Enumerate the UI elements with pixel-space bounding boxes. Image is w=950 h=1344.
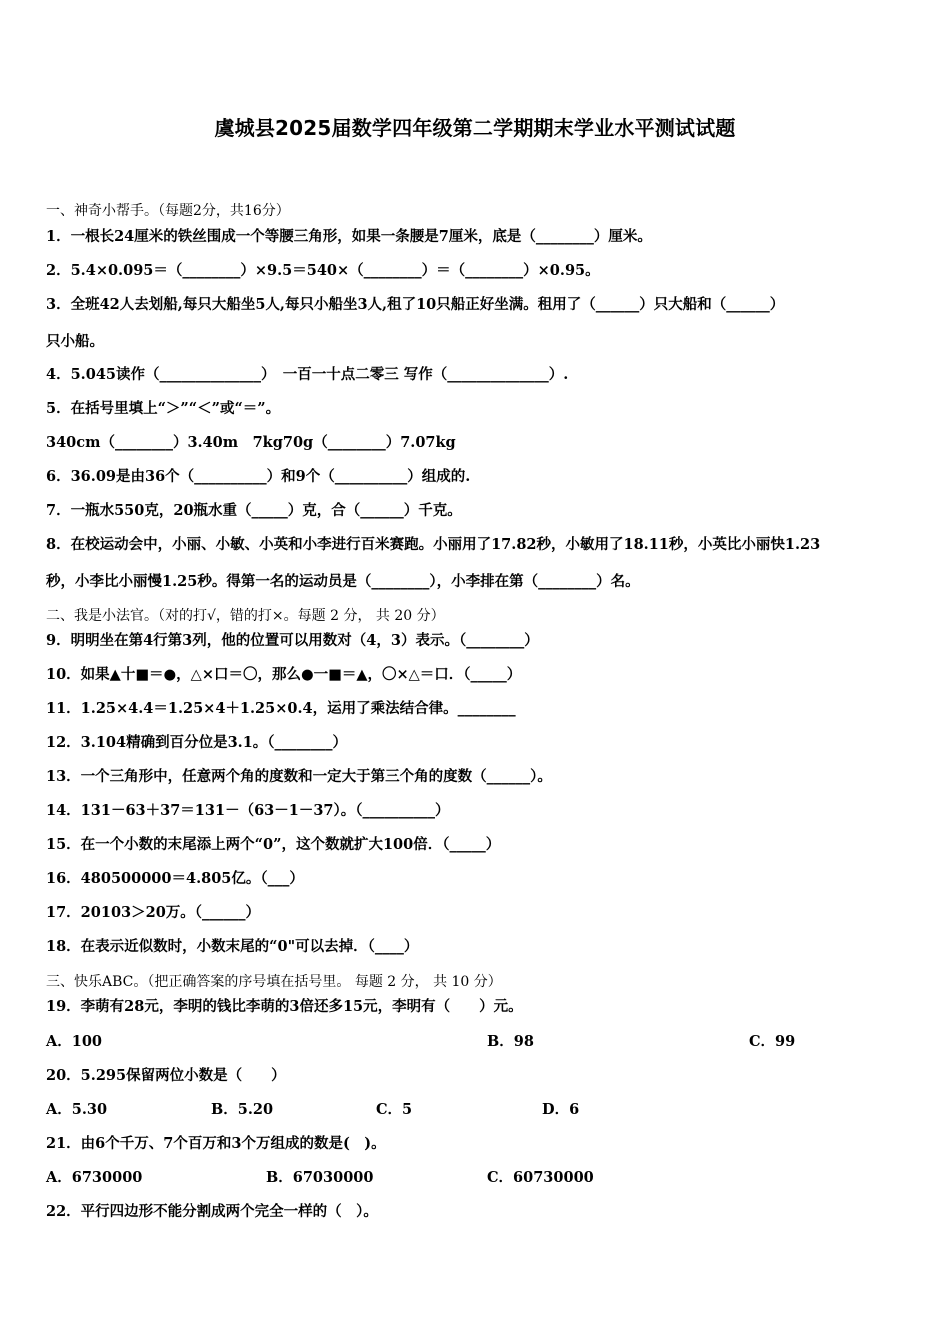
option-c: C．60730000	[487, 1169, 594, 1186]
option-c: C．5	[376, 1101, 413, 1118]
question-3-continued: 只小船。	[46, 333, 104, 350]
option-d: D．6	[542, 1101, 580, 1118]
question-7: 7．一瓶水550克，20瓶水重（_____）克，合（______）千克。	[46, 502, 462, 519]
option-a: A．6730000	[46, 1169, 143, 1186]
question-22: 22．平行四边形不能分割成两个完全一样的（ ）。	[46, 1203, 378, 1220]
question-13: 13．一个三角形中，任意两个角的度数和一定大于第三个角的度数（______）。	[46, 768, 552, 785]
question-14: 14．131－63＋37＝131－（63－1－37）。（__________）	[46, 802, 450, 819]
option-b: B．67030000	[266, 1169, 374, 1186]
question-20-options	[0, 1100, 950, 1120]
question-9: 9．明明坐在第4行第3列，他的位置可以用数对（4，3）表示。（________）	[46, 632, 539, 649]
question-2: 2．5.4×0.095＝（________）×9.5＝540×（________）＝（________）×0.95。	[46, 262, 600, 279]
question-4: 4．5.045读作（______________） 一百一十点二零三 写作（______________）.	[46, 366, 569, 383]
question-8: 8．在校运动会中，小丽、小敏、小英和小李进行百米赛跑。小丽用了17.82秒，小敏用了18.11秒，小英比小丽快1.23	[46, 536, 821, 553]
question-11: 11．1.25×4.4＝1.25×4＋1.25×0.4，运用了乘法结合律。________	[46, 700, 516, 717]
question-20: 20．5.295保留两位小数是（ ）	[46, 1067, 286, 1084]
question-18: 18．在表示近似数时，小数末尾的“0"可以去掉．（____）	[46, 938, 419, 955]
question-5: 5．在括号里填上“＞”“＜”或“＝”。	[46, 400, 281, 417]
option-c: C．99	[749, 1033, 796, 1050]
option-a: A．5.30	[46, 1101, 108, 1118]
question-3: 3．全班42人去划船,每只大船坐5人,每只小船坐3人,租了10只船正好坐满。租用了（______）只大船和（______）	[46, 296, 785, 313]
question-17: 17．20103＞20万。（______）	[46, 904, 261, 921]
option-b: B．5.20	[211, 1101, 274, 1118]
section-heading-2: 二、我是小法官。（对的打√，错的打×。每题 2 分， 共 20 分）	[46, 608, 445, 624]
question-19: 19．李萌有28元，李明的钱比李萌的3倍还多15元，李明有（ ）元。	[46, 998, 523, 1015]
question-16: 16．480500000＝4.805亿。（___）	[46, 870, 304, 887]
question-10: 10．如果▲十■＝●，△×口＝〇，那么●一■＝▲，〇×△＝口．（_____）	[46, 666, 522, 683]
question-21: 21．由6个千万、7个百万和3个万组成的数是( )。	[46, 1135, 386, 1152]
question-5-items: 340cm（________）3.40m 7kg70g（________）7.07kg	[46, 434, 456, 451]
question-1: 1．一根长24厘米的铁丝围成一个等腰三角形，如果一条腰是7厘米，底是（________）厘米。	[46, 228, 652, 245]
question-21-options	[0, 1168, 950, 1188]
question-12: 12．3.104精确到百分位是3.1。（________）	[46, 734, 348, 751]
question-15: 15．在一个小数的末尾添上两个“0”，这个数就扩大100倍．（_____）	[46, 836, 501, 853]
option-b: B．98	[487, 1033, 534, 1050]
section-heading-3: 三、快乐ABC。（把正确答案的序号填在括号里。 每题 2 分， 共 10 分）	[46, 974, 502, 990]
question-8-continued: 秒，小李比小丽慢1.25秒。得第一名的运动员是（________），小李排在第（________）名。	[46, 573, 640, 590]
option-a: A．100	[46, 1033, 103, 1050]
question-6: 6．36.09是由36个（__________）和9个（__________）组成的.	[46, 468, 471, 485]
page-title: 虞城县2025届数学四年级第二学期期末学业水平测试试题	[214, 116, 736, 140]
section-heading-1: 一、神奇小帮手。（每题2分，共16分）	[46, 203, 290, 219]
question-19-options	[0, 1032, 950, 1052]
